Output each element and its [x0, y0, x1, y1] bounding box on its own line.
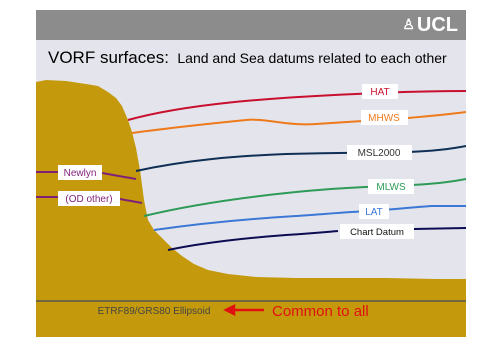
mhws-label: MHWS: [368, 113, 400, 124]
od-other-label: (OD other): [65, 194, 113, 205]
newlyn-label: Newlyn: [63, 168, 97, 179]
msl2000-label: MSL2000: [357, 148, 401, 159]
chart-datum-label: Chart Datum: [350, 227, 404, 238]
lat-label: LAT: [365, 207, 383, 218]
page-title: [48, 48, 447, 68]
header-banner: [36, 10, 466, 40]
hat-label: HAT: [370, 87, 390, 98]
logo-text: UCL: [416, 14, 458, 36]
ucl-logo: [402, 14, 458, 37]
title-main: VORF surfaces:: [48, 48, 169, 67]
mlws-label: MLWS: [376, 182, 406, 193]
title-subtitle: Land and Sea datums related to each other: [177, 50, 447, 66]
common-to-all-label: Common to all: [272, 303, 369, 320]
slide: [36, 10, 466, 337]
portico-icon: ♙: [402, 16, 415, 32]
ellipsoid-label: ETRF89/GRS80 Ellipsoid: [97, 306, 211, 317]
